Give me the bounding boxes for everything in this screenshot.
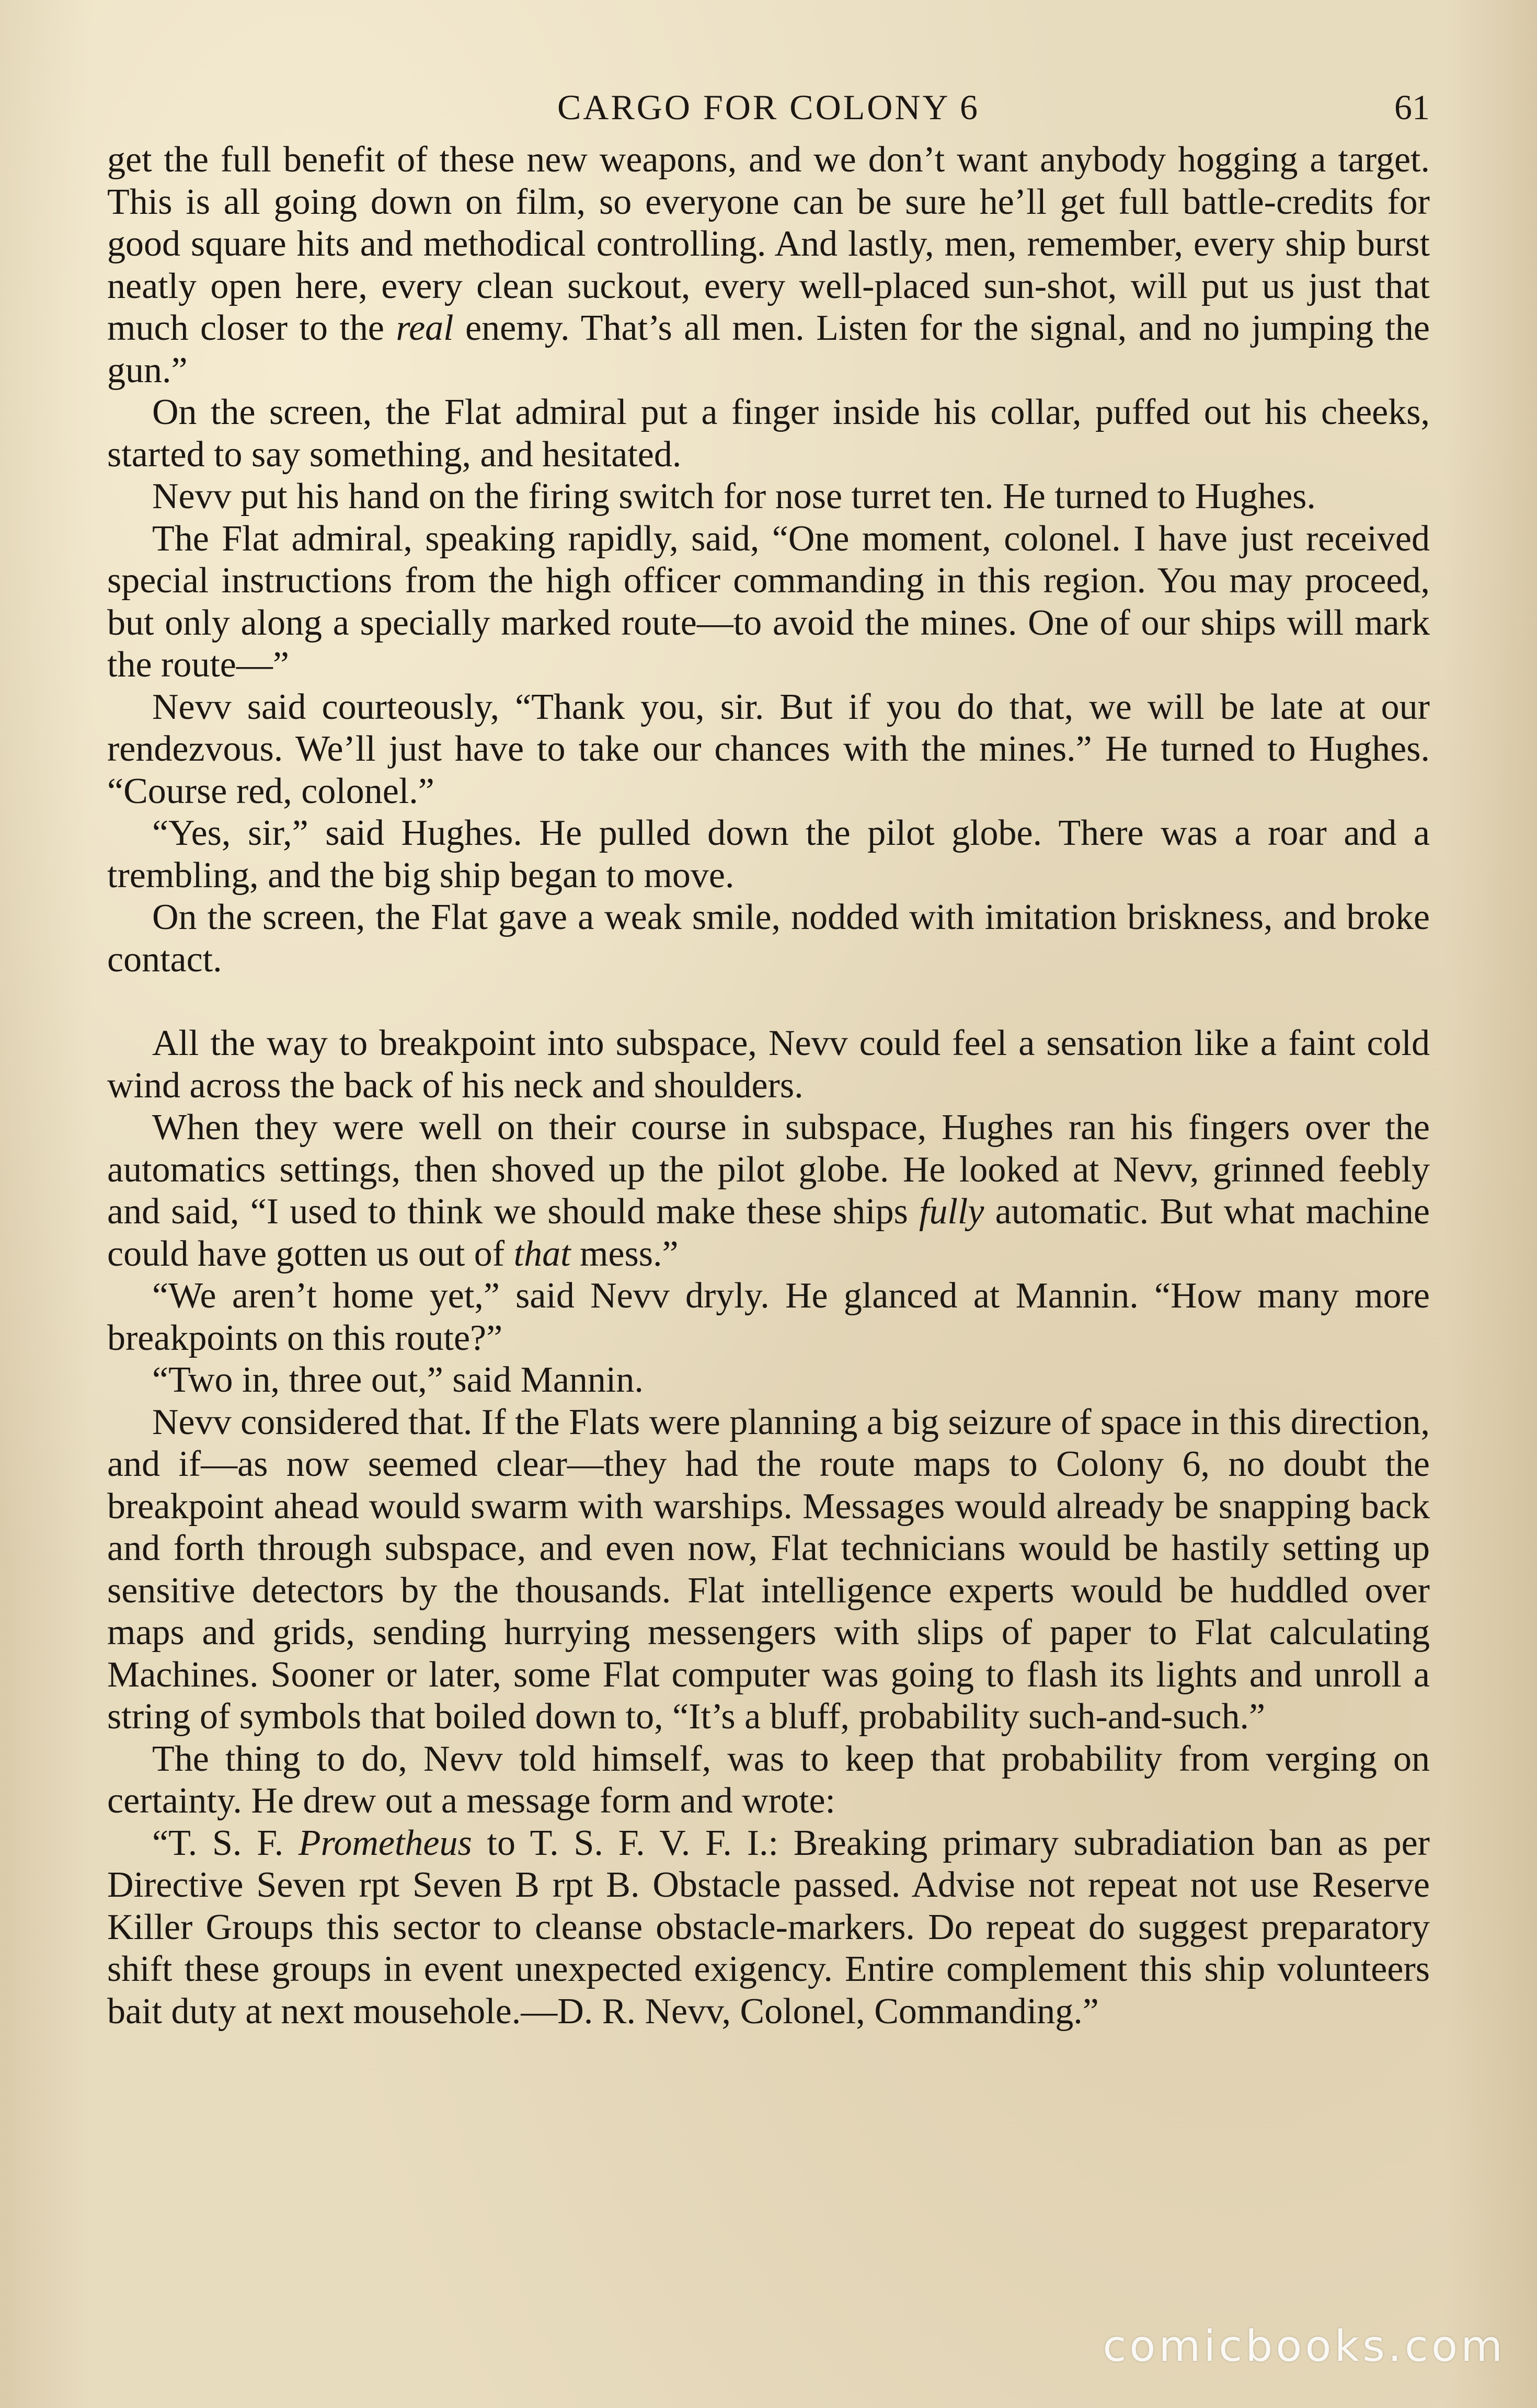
- watermark-logo: comicbooks.com: [1103, 2322, 1506, 2371]
- page-number: 61: [1394, 87, 1430, 127]
- running-head: [107, 78, 1430, 136]
- text-run: mess.”: [570, 1233, 679, 1274]
- text-run: “T. S. F.: [152, 1822, 299, 1863]
- text-run: get the full benefit of these new weapons, and we don’t want anybody hogging a target. This is all going down on film, so everyone can be sure he’ll get full battle-credits for good square hits and methodical controlling. And lastly, men, remember, every ship burst neatly open here, every clean suckout, every well-placed sun-shot, will put us just that much closer to the: [107, 140, 1430, 348]
- paragraph: [107, 686, 1430, 813]
- text-run: “We aren’t home yet,” said Nevv dryly. He glanced at Mannin. “How many more breakpoints on this route?”: [107, 1276, 1430, 1358]
- paragraph: [107, 1822, 1430, 2033]
- text-run: enemy. That’s all men. Listen for the signal, and no jumping the gun.”: [107, 308, 1430, 391]
- italic-text: fully: [919, 1191, 984, 1232]
- book-page: [107, 78, 1430, 2326]
- text-run: The thing to do, Nevv told himself, was to keep that probability from verging on certainty. He drew out a message form and wrote:: [107, 1738, 1430, 1821]
- paragraph: [107, 139, 1430, 392]
- text-run: “Two in, three out,” said Mannin.: [152, 1360, 644, 1400]
- text-run: On the screen, the Flat admiral put a finger inside his collar, puffed out his cheeks, started to say something, and hesitated.: [107, 392, 1430, 475]
- paragraph: [107, 476, 1430, 518]
- paragraph: [107, 1107, 1430, 1275]
- italic-text: that: [513, 1233, 571, 1274]
- text-run: to T. S. F. V. F. I.: Breaking primary subradiation ban as per Directive Seven rpt Seven B rpt B. Obstacle passed. Advise not repeat not use Reserve Killer Groups this sector to cleanse obstacle-markers. Do repeat do suggest preparatory shift these groups in event unexpected exigency. Entire complement this ship volunteers bait duty at next mousehole.—D. R. Nevv, Colonel, Commanding.”: [107, 1822, 1430, 2032]
- paragraph: [107, 812, 1430, 897]
- paragraph: [107, 392, 1430, 476]
- text-run: Nevv put his hand on the firing switch for nose turret ten. He turned to Hughes.: [152, 476, 1316, 517]
- paragraph: [107, 897, 1430, 981]
- body-text: [107, 139, 1430, 2033]
- paragraph: [107, 1738, 1430, 1822]
- text-run: The Flat admiral, speaking rapidly, said, “One moment, colonel. I have just received special instructions from the high officer commanding in this region. You may proceed, but only along a specially marked route—to avoid the mines. One of our ships will mark the route—”: [107, 518, 1430, 685]
- paragraph: [107, 1023, 1430, 1107]
- text-run: Nevv said courteously, “Thank you, sir. But if you do that, we will be late at our rendezvous. We’ll just have to take our chances with the mines.” He turned to Hughes. “Course red, colonel.”: [107, 686, 1430, 811]
- italic-text: Prometheus: [298, 1822, 472, 1863]
- text-run: All the way to breakpoint into subspace, Nevv could feel a sensation like a faint cold wind across the back of his neck and shoulders.: [107, 1023, 1430, 1106]
- paragraph: [107, 1275, 1430, 1359]
- text-run: When they were well on their course in subspace, Hughes ran his fingers over the automatics settings, then shoved up the pilot globe. He looked at Nevv, grinned feebly and said, “I used to think we should make these ships: [107, 1107, 1430, 1232]
- running-title: CARGO FOR COLONY 6: [557, 87, 980, 127]
- paragraph: [107, 518, 1430, 686]
- paragraph: [107, 1402, 1430, 1738]
- text-run: On the screen, the Flat gave a weak smile, nodded with imitation briskness, and broke contact.: [107, 897, 1430, 980]
- italic-text: real: [396, 308, 454, 348]
- text-run: automatic. But what machine could have gotten us out of: [107, 1191, 1430, 1274]
- paragraph: [107, 1359, 1430, 1402]
- text-run: Nevv considered that. If the Flats were planning a big seizure of space in this direction, and if—as now seemed clear—they had the route maps to Colony 6, no doubt the breakpoint ahead would swarm with warships. Messages would already be snapping back and forth through subspace, and even now, Flat technicians would be hastily setting up sensitive detectors by the thousands. Flat intelligence experts would be huddled over maps and grids, sending hurrying messengers with slips of paper to Flat calculating Machines. Sooner or later, some Flat computer was going to flash its lights and unroll a string of symbols that boiled down to, “It’s a bluff, probability such-and-such.”: [107, 1402, 1430, 1737]
- text-run: “Yes, sir,” said Hughes. He pulled down the pilot globe. There was a roar and a trembling, and the big ship began to move.: [107, 813, 1430, 896]
